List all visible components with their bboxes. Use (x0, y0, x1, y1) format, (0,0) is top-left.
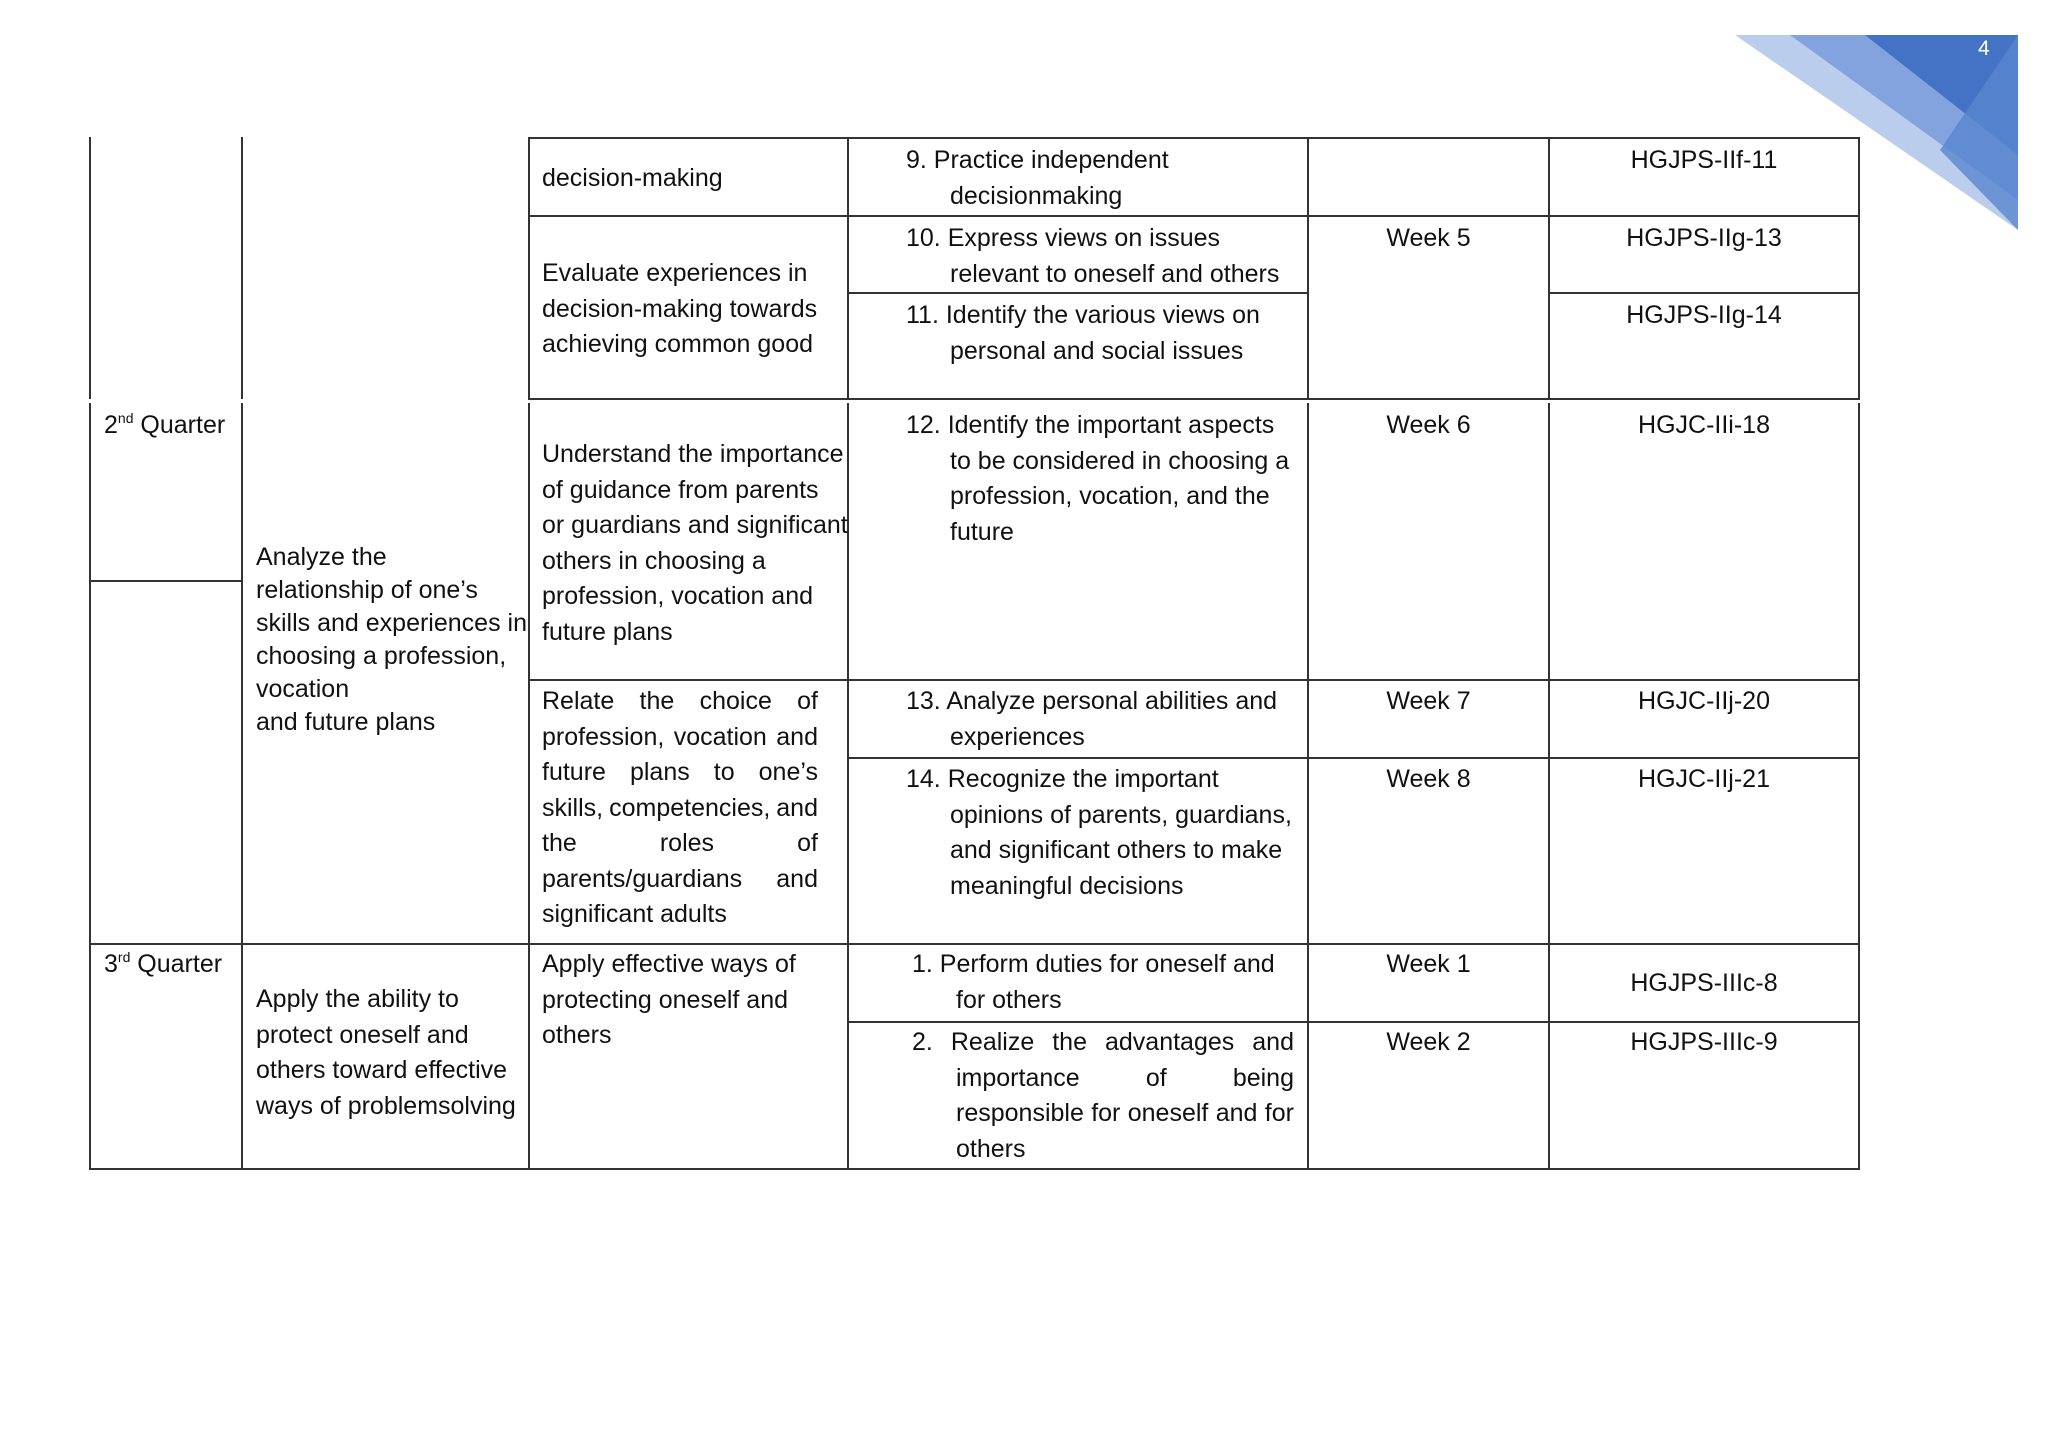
table-border (528, 137, 1860, 139)
objective-cell: 12. Identify the important aspects to be considered in choosing a profession, vocation, and the future (906, 411, 1290, 546)
code-cell: HGJPS-IIIc-8 (1630, 969, 1778, 997)
table-border (847, 137, 849, 399)
page-number: 4 (1978, 37, 1990, 60)
table-border (89, 137, 91, 399)
table-border (1858, 137, 1860, 399)
standard-cell: Apply the ability to protect oneself and others toward effective ways of problemsolving (256, 985, 516, 1120)
week-cell: Week 5 (1386, 224, 1471, 252)
table-border (847, 757, 1860, 759)
table-border (847, 292, 1308, 294)
objective-cell (906, 143, 1169, 214)
code-cell: HGJC-IIi-18 (1638, 411, 1770, 439)
table-border (1858, 403, 1860, 1170)
table-border (1307, 137, 1309, 399)
competency-cell: Understand the importance of guidance from parents or guardians and significant others in choosing a profession, vocation and future plans (542, 440, 848, 646)
objective-cell: 13. Analyze personal abilities and experiences (906, 687, 1278, 751)
code-cell: HGJPS-IIf-11 (1630, 146, 1778, 174)
table-border (241, 403, 243, 1170)
week-cell: Week 8 (1386, 765, 1471, 793)
standard-cell: Analyze the relationship of one’s skills and experiences in choosing a profession, vocation and future plans (256, 543, 527, 736)
quarter-label: 3rd Quarter (104, 949, 223, 978)
table-border (528, 679, 1860, 681)
week-cell: Week 1 (1386, 950, 1471, 978)
table-border (528, 137, 530, 399)
competency-cell: Apply effective ways of protecting oneself and others (542, 950, 796, 1049)
code-cell: HGJPS-IIg-14 (1626, 301, 1782, 329)
code-cell: HGJC-IIj-20 (1638, 687, 1770, 715)
table-border (528, 403, 530, 1170)
week-cell: Week 6 (1386, 411, 1471, 439)
objective-cell: 14. Recognize the important opinions of parents, guardians, and significant others to make meaningful decisions (906, 765, 1292, 900)
week-cell: Week 2 (1386, 1028, 1471, 1056)
table-border (89, 1168, 1860, 1170)
objective-line: decisionmaking (950, 181, 1123, 210)
objective-cell: 10. Express views on issues relevant to oneself and others (906, 224, 1280, 288)
competency-cell: decision-making (542, 164, 723, 192)
table-border (847, 1021, 1860, 1023)
table-border (89, 580, 242, 582)
week-cell: Week 7 (1386, 687, 1471, 715)
objective-cell: 11. Identify the various views on personal and social issues (906, 301, 1260, 365)
objective-line: 9. Practice independent (906, 146, 1169, 174)
code-cell: HGJPS-IIg-13 (1626, 224, 1782, 252)
quarter-label: 2nd Quarter (104, 410, 226, 439)
table-border (241, 137, 243, 399)
table-border (89, 403, 91, 1170)
table-border (1548, 292, 1860, 294)
table-border (528, 398, 1860, 400)
objective-cell: 1. Perform duties for oneself and for others (912, 950, 1275, 1014)
code-cell: HGJC-IIj-21 (1638, 765, 1770, 793)
table-border (89, 943, 1860, 945)
table-border (528, 215, 1860, 217)
competency-cell: Evaluate experiences in decision-making towards achieving common good (542, 259, 818, 358)
competency-cell: Relate the choice of profession, vocation and future plans to one’s skills, competencies, and the roles of parents/guardians and significant adults (542, 687, 818, 928)
objective-cell: 2. Realize the advantages and importance of being responsible for oneself and for others (912, 1028, 1294, 1163)
code-cell: HGJPS-IIIc-9 (1630, 1028, 1778, 1056)
